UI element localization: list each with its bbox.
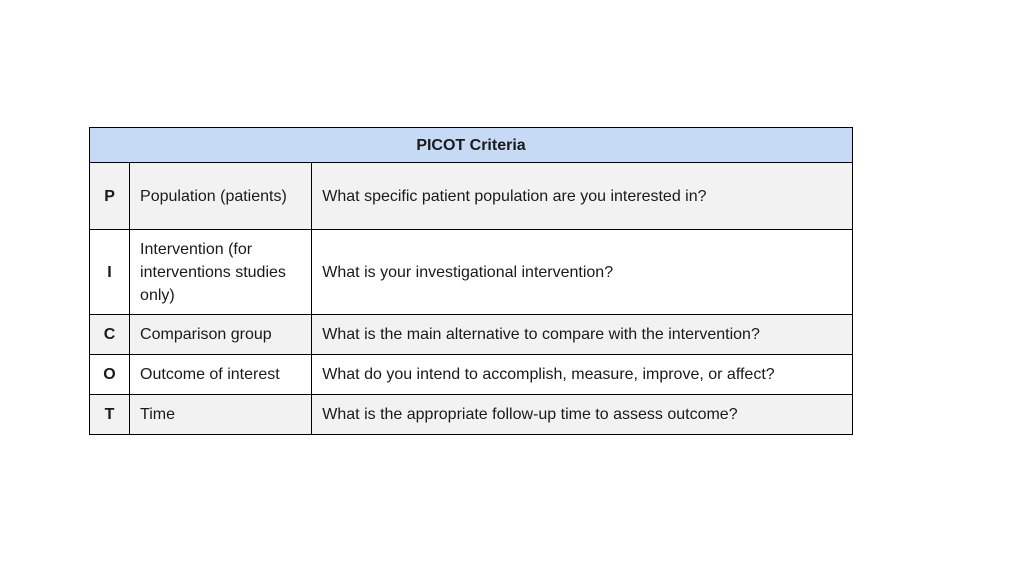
row-letter: P	[90, 163, 130, 230]
row-letter: O	[90, 355, 130, 395]
row-element: Time	[130, 395, 312, 435]
row-question: What specific patient population are you interested in?	[312, 163, 853, 230]
row-question: What is the main alternative to compare with the intervention?	[312, 315, 853, 355]
table-row-comparison	[90, 315, 853, 355]
picot-criteria-table	[89, 127, 853, 435]
row-question: What is your investigational intervention?	[312, 230, 853, 315]
table-row-population	[90, 163, 853, 230]
row-question: What is the appropriate follow-up time to assess outcome?	[312, 395, 853, 435]
table-row-time	[90, 395, 853, 435]
row-letter: I	[90, 230, 130, 315]
row-question: What do you intend to accomplish, measure, improve, or affect?	[312, 355, 853, 395]
table-row-outcome	[90, 355, 853, 395]
table-header-row	[90, 128, 853, 163]
row-letter: C	[90, 315, 130, 355]
row-element: Intervention (for interventions studies only)	[130, 230, 312, 315]
row-element: Outcome of interest	[130, 355, 312, 395]
row-element: Population (patients)	[130, 163, 312, 230]
row-element: Comparison group	[130, 315, 312, 355]
table-row-intervention	[90, 230, 853, 315]
table-title: PICOT Criteria	[90, 128, 853, 163]
row-letter: T	[90, 395, 130, 435]
